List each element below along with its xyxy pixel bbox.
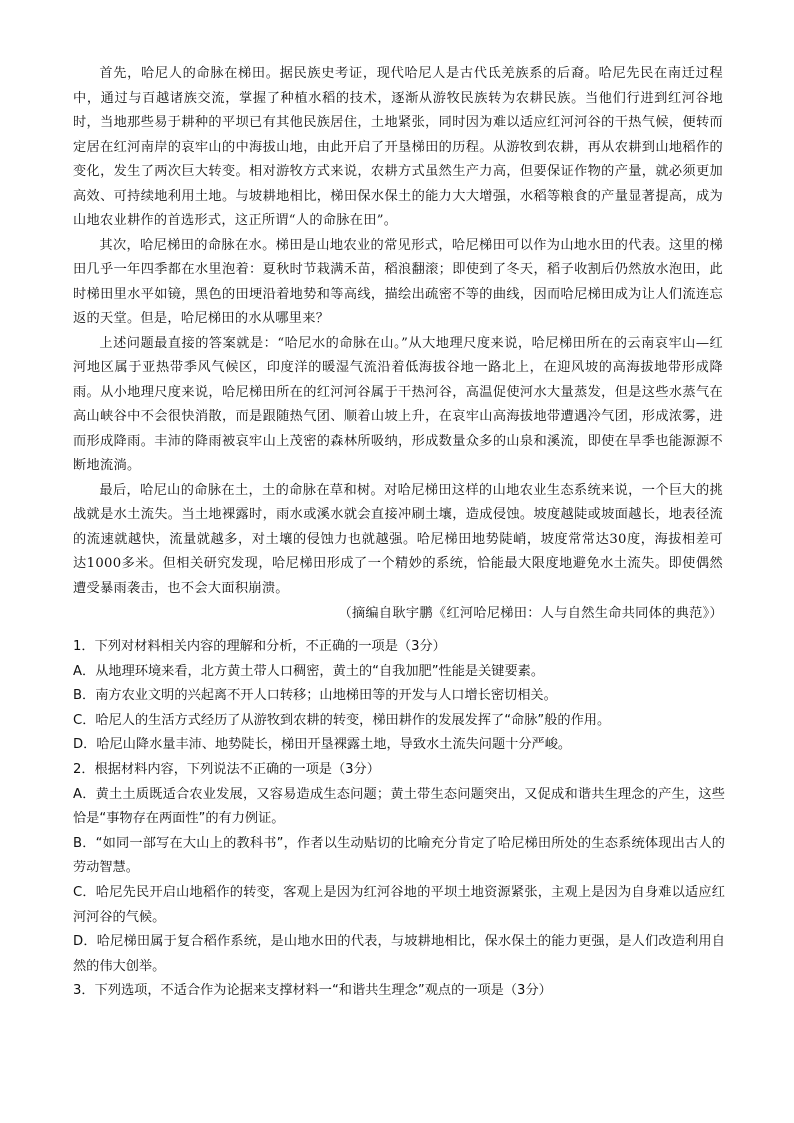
reading-passage — [73, 62, 723, 627]
question-1-option-c: C．哈尼人的生活方式经历了从游牧到农耕的转变，梯田耕作的发展发挥了“命脉”般的作用。 — [73, 712, 611, 728]
question-2-option-c: C．哈尼先民开启山地稻作的转变，客观上是因为红河谷地的平坝土地资源紧张，主观上是因为自身难以适应红河河谷的气候。 — [73, 884, 725, 925]
question-2-option-b: B．“如同一部写在大山上的教科书”，作者以生动贴切的比喻充分肯定了哈尼梯田所处的生态系统体现出古人的劳动智慧。 — [73, 835, 725, 876]
passage-paragraph-4: 最后，哈尼山的命脉在土，土的命脉在草和树。对哈尼梯田这样的山地农业生态系统来说，一个巨大的挑战就是水土流失。当土地裸露时，雨水或溪水就会直接冲刷土壤，造成侵蚀。坡度越陡或坡面越长，地表径流的流速就越快，流量就越多，对土壤的侵蚀力也就越强。哈尼梯田地势陡峭，坡度常常达30度，海拔相差可达1000多米。但相关研究发现，哈尼梯田形成了一个精妙的系统，恰能最大限度地避免水土流失。即使偶然遭受暴雨袭击，也不会大面积崩溃。 — [73, 482, 723, 596]
question-1-option-d: D．哈尼山降水量丰沛、地势陡长，梯田开垦裸露土地，导致水土流失问题十分严峻。 — [73, 737, 572, 753]
passage-paragraph-2: 其次，哈尼梯田的命脉在水。梯田是山地农业的常见形式，哈尼梯田可以作为山地水田的代表。这里的梯田几乎一年四季都在水里泡着：夏秋时节栽满禾苗，稻浪翻滚；即使到了冬天，稻子收割后仍然放水泡田，此时梯田里水平如镜，黑色的田埂沿着地势和等高线，描绘出疏密不等的曲线，因而哈尼梯田成为让人们流连忘返的天堂。但是，哈尼梯田的水从哪里来？ — [73, 237, 723, 326]
question-3-stem: 3．下列选项，不适合作为论据来支撑材料一“和谐共生理念”观点的一项是（3分） — [73, 983, 552, 999]
passage-source: （摘编自耿宇鹏《红河哈尼梯田：人与自然生命共同体的典范》） — [338, 606, 723, 621]
question-1-stem: 1．下列对材料相关内容的理解和分析，不正确的一项是（3分） — [73, 639, 446, 654]
question-section — [73, 635, 725, 1004]
passage-paragraph-3: 上述问题最直接的答案就是：“哈尼水的命脉在山。”从大地理尺度来说，哈尼梯田所在的云南哀牢山—红河地区属于亚热带季风气候区，印度洋的暖湿气流沿着低海拔谷地一路北上，在迎风坡的高海拔地带形成降雨。从小地理尺度来说，哈尼梯田所在的红河河谷属于干热河谷，高温促使河水大量蒸发，但是这些水蒸气在高山峡谷中不会很快消散，而是跟随热气团、顺着山坡上升，在哀牢山高海拔地带遭遇冷气团，形成浓雾，进而形成降雨。丰沛的降雨被哀牢山上茂密的森林所吸纳，形成数量众多的山泉和溪流，即使在旱季也能源源不断地流淌。 — [73, 335, 723, 473]
question-1-option-a: A．从地理环境来看，北方黄土带人口稠密，黄土的“自我加肥”性能是关键要素。 — [73, 663, 545, 679]
question-2-option-d: D．哈尼梯田属于复合稻作系统，是山地水田的代表，与坡耕地相比，保水保土的能力更强，是人们改造利用自然的伟大创举。 — [73, 934, 725, 974]
question-1-option-b: B．南方农业文明的兴起离不开人口转移；山地梯田等的开发与人口增长密切相关。 — [73, 688, 557, 704]
question-2-stem: 2．根据材料内容，下列说法不正确的一项是（3分） — [73, 761, 380, 777]
passage-paragraph-1: 首先，哈尼人的命脉在梯田。据民族史考证，现代哈尼人是古代氐羌族系的后裔。哈尼先民在南迁过程中，通过与百越诸族交流，掌握了种植水稻的技术，逐渐从游牧民族转为农耕民族。当他们行进到红河谷地时，当地那些易于耕种的平坝已有其他民族居住，土地紧张，同时因为难以适应红河河谷的干热气候，便转而定居在红河南岸的哀牢山的中海拔山地，由此开启了开垦梯田的历程。从游牧到农耕，再从农耕到山地稻作的变化，发生了两次巨大转变。相对游牧方式来说，农耕方式虽然生产力高，但要保证作物的产量，就必须更加高效、可持续地利用土地。与坡耕地相比，梯田保水保土的能力大大增强，水稻等粮食的产量显著提高，成为山地农业耕作的首选形式，这正所谓“人的命脉在田”。 — [73, 66, 723, 228]
question-2-option-a: A．黄土土质既适合农业发展，又容易造成生态问题；黄土带生态问题突出，又促成和谐共生理念的产生，这些恰是“事物存在两面性”的有力例证。 — [73, 786, 725, 827]
